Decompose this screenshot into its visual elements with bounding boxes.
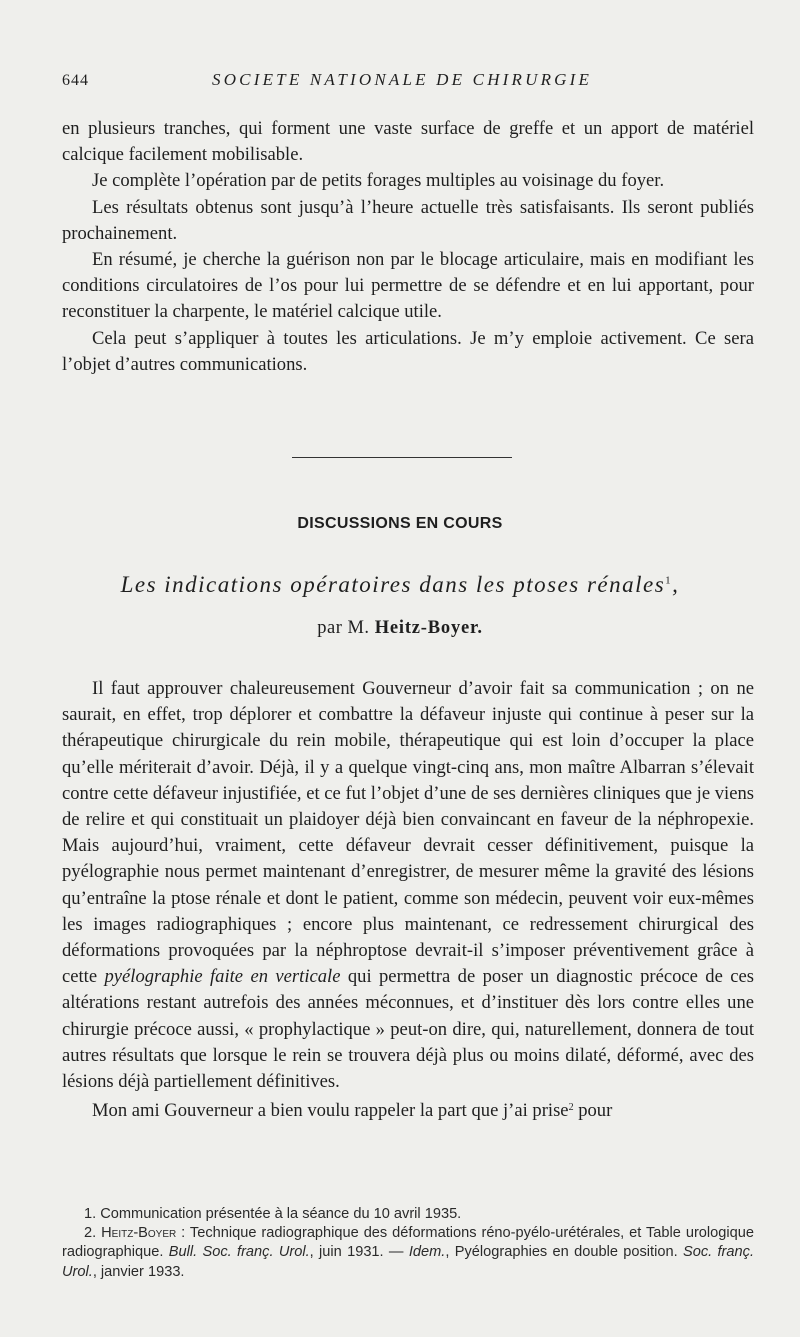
footnote-marker: 2 <box>568 1102 574 1114</box>
article-title <box>0 572 800 598</box>
text-run: , Pyélographies en double position. <box>445 1244 683 1261</box>
paragraph: en plusieurs tranches, qui forment une vaste surface de greffe et un apport de matériel calcique facilement mobilisable. <box>62 118 754 166</box>
paragraph <box>62 676 754 1095</box>
journal-ref: Bull. Soc. franç. Urol. <box>168 1244 310 1261</box>
page-number: 644 <box>62 72 89 89</box>
article-title-text: Les indications opératoires dans les ptoses rénales <box>120 572 666 597</box>
text-run: qui permettra de poser un diagnostic précoce de ces altérations restant autrefois des années méconnues, et d’instituer dès lors contre elles une chirurgie précoce aussi, « prophylactique » peut-on dire, qui, naturellement, donnera de tout autres résultats que lorsque le rein se trouvera déjà plus ou moins dilaté, déformé, avec des lésions déjà partiellement définitives. <box>62 966 754 1093</box>
text-run: : Technique radiographique des déformations réno-pyélo-urétérales, et Table urologique radiographique. <box>62 1225 754 1261</box>
text-run: , juin 1931. — <box>309 1244 409 1261</box>
footnote-number: 2. <box>84 1225 97 1242</box>
journal-ref: Soc. franç. Urol. <box>62 1244 754 1280</box>
byline <box>0 618 800 639</box>
footnote-1: 1. Communication présentée à la séance du 10 avril 1935. <box>84 1206 462 1222</box>
title-suffix: , <box>672 572 680 597</box>
text-run: Il faut approuver chaleureusement Gouverneur d’avoir fait sa communication ; on ne saurait, en effet, trop déplorer et combattre la défaveur injuste qui continue à peser sur la thérapeutique chirurgicale du rein mobile, thérapeutique qui est loin d’occuper la place qu’elle mériterait d’avoir. Déjà, il y a quelque vingt-cinq ans, mon maître Albarran s’élevait contre cette défaveur injustifiée, et ce fut l’objet d’une de ses dernières cliniques que je viens de relire et qui constituait un plaidoyer déjà bien convaincant en faveur de la néphropexie. Mais aujourd’hui, vraiment, cette défaveur devrait cesser définitivement, puisque la pyélographie nous permet maintenant d’enregistrer, de mesurer même la gravité des lésions qu’entraîne la ptose rénale et dont le patient, comme son médecin, peuvent voir eux-mêmes les images radiographiques ; encore plus maintenant, ce redressement chirurgical des déformations provoquées par la néphroptose devrait-il s’imposer préventivement grâce à cette <box>62 678 754 988</box>
paragraph <box>62 1095 754 1124</box>
emphasis-text: pyélographie faite en verticale <box>104 966 341 988</box>
paragraph: En résumé, je cherche la guérison non par le blocage articulaire, mais en modifiant les conditions circulatoires de l’os pour lui permettre de se défendre et en lui apportant, pour reconstituer la charpente, le matériel calcique utile. <box>62 249 754 323</box>
footnote-marker: 1 <box>665 574 673 587</box>
intro-text <box>62 116 754 378</box>
footnote-author: Heitz-Boyer <box>101 1225 177 1242</box>
section-heading: DISCUSSIONS EN COURS <box>297 515 503 532</box>
text-run: pour <box>573 1100 613 1122</box>
journal-title: SOCIETE NATIONALE DE CHIRURGIE <box>212 70 593 89</box>
footnote-2 <box>62 1224 754 1282</box>
paragraph: Cela peut s’appliquer à toutes les articulations. Je m’y emploie activement. Ce sera l’objet d’autres communications. <box>62 327 754 375</box>
running-header <box>62 70 762 94</box>
byline-prefix: par M. <box>317 618 370 638</box>
paragraph: Je complète l’opération par de petits forages multiples au voisinage du foyer. <box>92 170 665 192</box>
text-run: Mon ami Gouverneur a bien voulu rappeler la part que j’ai prise <box>92 1100 569 1122</box>
article-body <box>62 676 754 1124</box>
idem-ref: Idem. <box>408 1244 446 1261</box>
author-name: Heitz-Boyer. <box>374 618 483 638</box>
paragraph: Les résultats obtenus sont jusqu’à l’heure actuelle très satisfaisants. Ils seront publiés prochainement. <box>62 196 754 244</box>
text-run: , janvier 1933. <box>92 1263 185 1280</box>
section-divider <box>292 457 512 458</box>
footnotes <box>62 1205 754 1282</box>
